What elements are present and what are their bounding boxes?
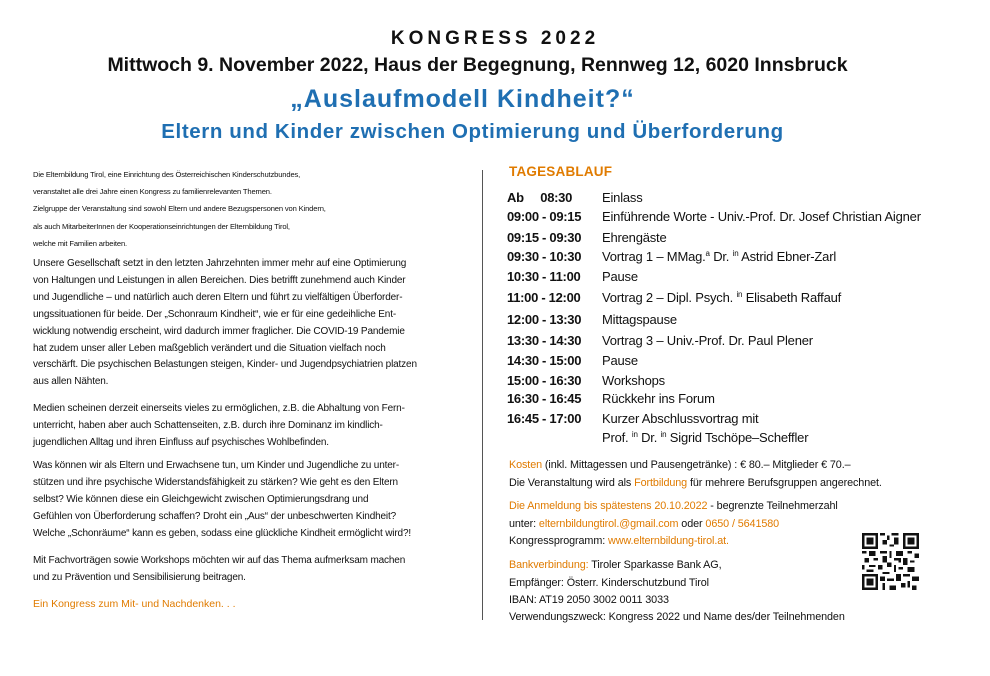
- text-line: selbst? Wie können diese ein Gleichgewicht zwischen Optimierungsdrang und: [33, 493, 369, 505]
- schedule-row: [507, 249, 977, 269]
- schedule-item: Ehrengäste: [602, 230, 667, 245]
- text-line: hat zudem unser aller Leben maßgeblich verändert und die Situation vielfach noch: [33, 342, 386, 354]
- text-line: Unsere Gesellschaft setzt in den letzten Jahrzehnten immer mehr auf eine Optimierung: [33, 258, 407, 269]
- schedule-item: Einlass: [602, 190, 643, 205]
- intro-line: Die Elternbildung Tirol, eine Einrichtung des Österreichischen Kinderschutzbundes,: [33, 170, 301, 179]
- closing-line: Ein Kongress zum Mit- und Nachdenken. . .: [33, 598, 236, 610]
- schedule-time: 14:30 - 15:00: [507, 353, 582, 368]
- schedule-row-continuation: [507, 430, 977, 450]
- phone-link[interactable]: 0650 / 5641580: [705, 518, 780, 530]
- schedule-item: Prof. $^{in}$ Dr. $^{in}$ Sigrid Tschöpe–Scheffler: [602, 430, 809, 445]
- paragraph-media: [33, 401, 473, 452]
- schedule-row: [507, 373, 977, 393]
- schedule-row: [507, 312, 977, 332]
- page-subtitle: Eltern und Kinder zwischen Optimierung und Überforderung: [161, 120, 784, 143]
- page-title: „Auslaufmodell Kindheit?“: [290, 85, 635, 113]
- training-line: Die Veranstaltung wird als Fortbildung für mehrere Berufsgruppen angerechnet.: [509, 477, 882, 489]
- schedule-time: 16:30 - 16:45: [507, 391, 582, 406]
- iban-line: IBAN: AT19 2050 3002 0011 3033: [509, 594, 669, 606]
- bank-line: Bankverbindung: Tiroler Sparkasse Bank AG,: [509, 559, 722, 571]
- text-line: wicklung notwendig erscheint, wird dadurch immer fraglicher. Die COVID-19 Pandemie: [33, 325, 405, 337]
- schedule-item: Kurzer Abschlussvortrag mit: [602, 411, 759, 426]
- intro-line: veranstaltet alle drei Jahre einen Kongress zu familienrelevanten Themen.: [33, 187, 272, 197]
- schedule-row: [507, 269, 977, 289]
- qr-code-icon[interactable]: [862, 533, 919, 590]
- text-line: und Jugendliche – und natürlich auch deren Eltern und führt zu vielfältigen Überforder-: [33, 291, 403, 303]
- schedule-item: Vortrag 3 – Univ.-Prof. Dr. Paul Plener: [602, 333, 813, 348]
- schedule-time: 09:30 - 10:30: [507, 249, 582, 264]
- email-link[interactable]: elternbildungtirol.@gmail.com: [538, 518, 679, 530]
- text-line: Welche „Schonräume“ kann es geben, sodass eine glückliche Kindheit ermöglicht wird?!: [33, 527, 411, 539]
- schedule-item: Vortrag 1 – MMag.$^a$ Dr. $^{in}$ Astrid Ebner-Zarl: [602, 249, 837, 264]
- schedule-item: Einführende Worte - Univ.-Prof. Dr. Josef Christian Aigner: [602, 209, 921, 224]
- text-line: ungssituationen für beide. Der „Schonraum Kindheit“, wie er für eine gedeihliche Ent-: [33, 308, 397, 320]
- paragraph-optimization: [33, 256, 473, 391]
- schedule-row: [507, 391, 977, 411]
- program-line: Kongressprogramm: www.elternbildung-tirol.at.: [509, 535, 729, 547]
- schedule-item: Rückkehr ins Forum: [602, 391, 715, 406]
- schedule-row: [507, 230, 977, 250]
- intro-text: [33, 166, 473, 252]
- text-line: verschärft. Die psychischen Belastungen steigen, Kinder- und Jugendpsychiatrien platzen: [33, 359, 417, 371]
- schedule-row: [507, 290, 977, 310]
- date-location: Mittwoch 9. November 2022, Haus der Begegnung, Rennweg 12, 6020 Innsbruck: [107, 54, 848, 76]
- schedule-time: 10:30 - 11:00: [507, 269, 581, 284]
- schedule-row: [507, 209, 977, 229]
- text-line: Medien scheinen derzeit einerseits vieles zu ermöglichen, z.B. die Abhaltung von Fern-: [33, 403, 405, 414]
- column-divider: [482, 170, 483, 620]
- schedule-row: [507, 190, 977, 210]
- text-line: aus allen Nähten.: [33, 376, 109, 388]
- schedule-time: 16:45 - 17:00: [507, 411, 582, 426]
- schedule-item: Pause: [602, 269, 638, 284]
- text-line: und zu Prävention und Sensibilisierung beitragen.: [33, 571, 246, 583]
- text-line: stützen und ihre psychische Widerstandsfähigkeit zu stärken? Wie geht es den Eltern: [33, 476, 398, 488]
- schedule-time: 11:00 - 12:00: [507, 290, 581, 305]
- schedule-time: 12:00 - 13:30: [507, 312, 582, 327]
- text-line: Mit Fachvorträgen sowie Workshops möchten wir auf das Thema aufmerksam machen: [33, 555, 406, 566]
- text-line: unterricht, haben aber auch Schattenseiten, z.B. durch ihre Dominanz im kindlich-: [33, 419, 383, 431]
- paragraph-workshops: [33, 553, 473, 587]
- text-line: jugendlichen Alltag und ihren Einfluss auf psychisches Wohlbefinden.: [33, 436, 329, 448]
- schedule-item: Mittagspause: [602, 312, 677, 327]
- schedule-item: Pause: [602, 353, 638, 368]
- program-url-link[interactable]: www.elternbildung-tirol.at.: [608, 535, 729, 547]
- intro-line: welche mit Familien arbeiten.: [33, 238, 127, 248]
- purpose-line: Verwendungszweck: Kongress 2022 und Name des/der Teilnehmenden: [509, 611, 845, 623]
- paragraph-questions: [33, 458, 473, 543]
- schedule-row: [507, 411, 977, 431]
- schedule-time: 15:00 - 16:30: [507, 373, 582, 388]
- schedule-item: Vortrag 2 – Dipl. Psych. $^{in}$ Elisabeth Raffauf: [602, 290, 842, 305]
- recipient-line: Empfänger: Österr. Kinderschutzbund Tirol: [509, 577, 709, 589]
- schedule-time: 13:30 - 14:30: [507, 333, 582, 348]
- schedule-time: 09:15 - 09:30: [507, 230, 582, 245]
- congress-label: KONGRESS 2022: [390, 28, 600, 49]
- intro-line: als auch MitarbeiterInnen der Kooperationseinrichtungen der Elternbildung Tirol,: [33, 221, 290, 231]
- registration-line: Die Anmeldung bis spätestens 20.10.2022 - begrenzte Teilnehmerzahl: [509, 500, 838, 512]
- intro-line: Zielgruppe der Veranstaltung sind sowohl Eltern und andere Bezugspersonen von Kindern,: [33, 204, 326, 214]
- schedule-item: Workshops: [602, 373, 665, 388]
- schedule-heading: TAGESABLAUF: [509, 164, 613, 179]
- text-line: von Haltungen und Leistungen in allen Bereichen. Dies betrifft zunehmend auch Kinder: [33, 274, 406, 286]
- schedule-row: [507, 333, 977, 353]
- text-line: Gefühlen von Überforderung schaffen? Droht ein „Aus“ der unbeschwerten Kindheit?: [33, 510, 397, 522]
- schedule-time: Ab 08:30: [507, 190, 573, 205]
- contact-line: unter: elternbildungtirol.@gmail.com oder 0650 / 5641580: [509, 518, 780, 530]
- schedule-time: 09:00 - 09:15: [507, 209, 582, 224]
- cost-line: Kosten (inkl. Mittagessen und Pausengetränke) : € 80.– Mitglieder € 70.–: [509, 459, 851, 471]
- schedule-row: [507, 353, 977, 373]
- text-line: Was können wir als Eltern und Erwachsene tun, um Kinder und Jugendliche zu unter-: [33, 460, 400, 471]
